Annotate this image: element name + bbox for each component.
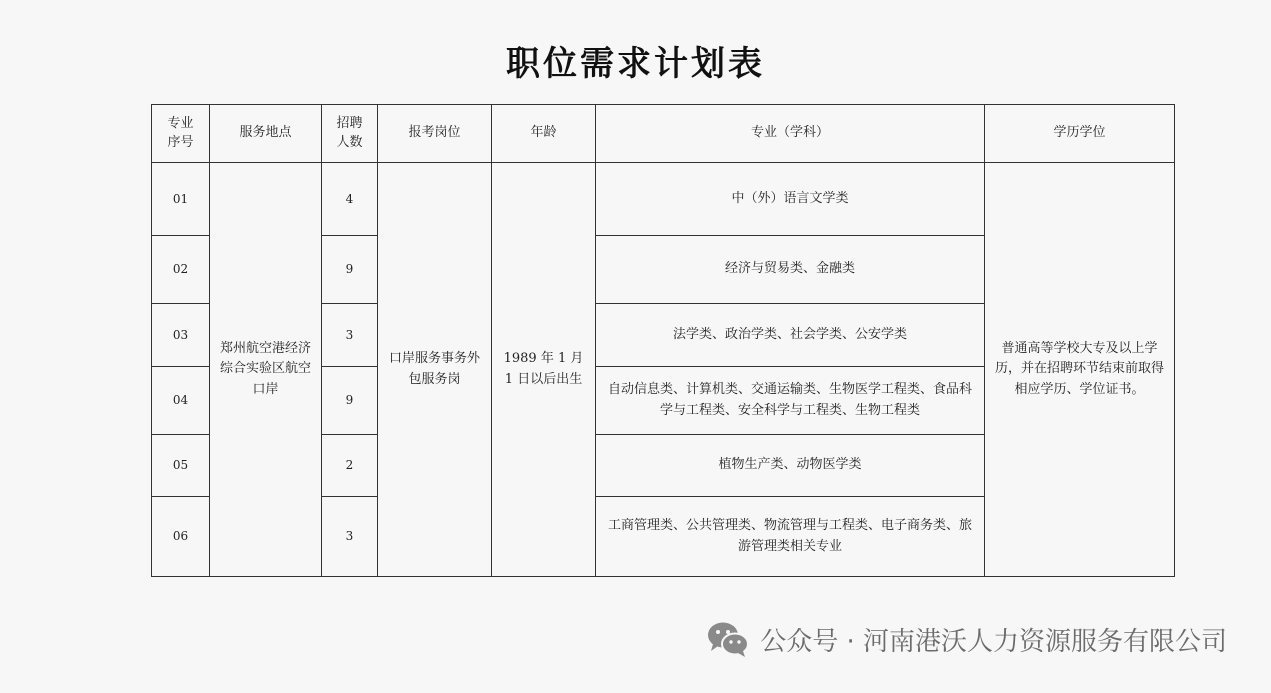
header-education: 学历学位 [985,105,1175,163]
row-count: 9 [322,367,378,435]
header-position: 报考岗位 [378,105,492,163]
header-row [152,105,1175,163]
education-requirement: 普通高等学校大专及以上学历，并在招聘环节结束前取得相应学历、学位证书。 [985,163,1175,577]
header-age: 年龄 [492,105,596,163]
row-major: 法学类、政治学类、社会学类、公安学类 [596,304,985,367]
row-seq: 06 [152,497,210,577]
header-count [322,105,378,163]
service-location: 郑州航空港经济综合实验区航空口岸 [210,163,322,577]
row-count: 9 [322,236,378,304]
row-seq: 05 [152,435,210,497]
age-requirement: 1989 年 1 月 1 日以后出生 [492,163,596,577]
position-name: 口岸服务事务外包服务岗 [378,163,492,577]
wechat-icon [706,620,750,658]
row-major: 植物生产类、动物医学类 [596,435,985,497]
row-count: 2 [322,435,378,497]
table-row [152,163,1175,236]
row-major: 自动信息类、计算机类、交通运输类、生物医学工程类、食品科学与工程类、安全科学与工程类、生物工程类 [596,367,985,435]
header-count-label: 招聘 人数 [336,115,363,150]
header-seq-label: 专业 序号 [167,115,194,150]
watermark [706,620,1227,658]
row-major: 工商管理类、公共管理类、物流管理与工程类、电子商务类、旅游管理类相关专业 [596,497,985,577]
row-major: 中（外）语言文学类 [596,163,985,236]
row-count: 3 [322,497,378,577]
header-seq [152,105,210,163]
row-seq: 01 [152,163,210,236]
row-count: 4 [322,163,378,236]
row-seq: 03 [152,304,210,367]
row-seq: 02 [152,236,210,304]
header-location: 服务地点 [210,105,322,163]
header-major: 专业（学科） [596,105,985,163]
row-major: 经济与贸易类、金融类 [596,236,985,304]
row-seq: 04 [152,367,210,435]
watermark-text: 公众号 · 河南港沃人力资源服务有限公司 [760,626,1227,657]
position-plan-table [151,104,1175,577]
row-count: 3 [322,304,378,367]
page-title: 职位需求计划表 [506,44,765,84]
